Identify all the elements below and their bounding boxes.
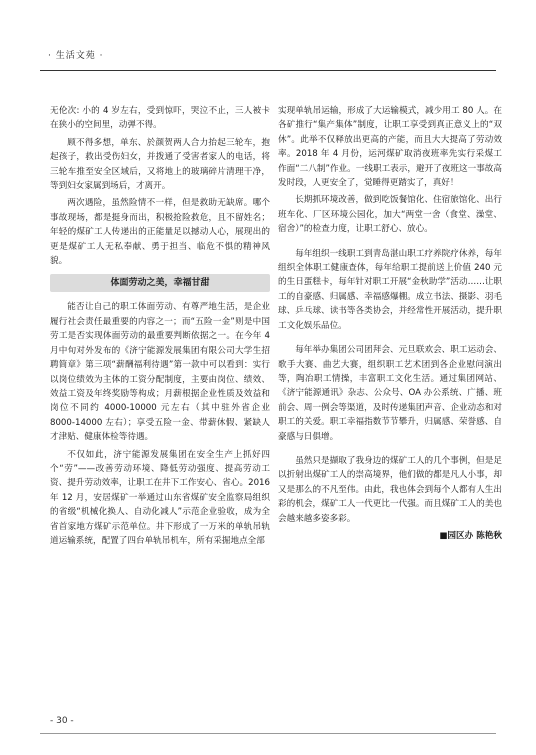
paragraph: 长期抓环境改善，做到吃饭餐馆化、住宿旅馆化、出行班车化、厂区环境公园化，加大“两堂一舍（食堂、澡堂、宿舍）”的检查力度，让职工舒心、放心。 <box>278 195 502 235</box>
header-divider <box>40 70 496 71</box>
paragraph: 能否让自己的职工体面劳动、有尊严地生活，是企业履行社会责任最重要的内容之一；而“五险一金”则是中国劳工是否实现体面劳动的最重要判断依据之一。在今年 4 月中旬对外发布的《济宁能源发展集团有限公司大学生招聘简章》第三项“薪酬福利待遇”第一款中可以看到：实行以岗位绩效为主体的工资分配制度，主要由岗位、绩效、效益工资及年终奖励等构成；月薪根据企业性质及效益和岗位不同约 4000-10000 元左右（其中驻外省企业 8000-14000 左右）；享受五险一金、带薪休假、紧缺人才津贴、健康体检等待遇。 <box>50 302 270 443</box>
paragraph: 顾不得多想，单东、於颜贺两人合力抬起三轮车，抱起孩子，救出受伤妇女，并拨通了受害者家人的电话，将三轮车推至安全区域后，又将地上的玻璃碎片清理干净，等到妇女家属到场后，才离开。 <box>50 137 270 192</box>
paragraph: 虽然只是撷取了我身边的煤矿工人的几个事例，但是足以折射出煤矿工人的崇高境界，他们做的都是凡人小事，却又是那么的不凡至伟。由此，我也体会到每个人都有人生出彩的机会，煤矿工人一代更比一代强。而且煤矿工人的美也会越来越多姿多彩。 <box>278 455 502 524</box>
page-number: - 30 - <box>50 716 74 726</box>
paragraph: 不仅如此，济宁能源发展集团在安全生产上抓好四个“劳”——改善劳动环境、降低劳动强度、提高劳动工资、提升劳动效率，让职工在井下工作安心、省心。2016 年 12 月，安居煤矿一举通过山东省煤矿安全监察局组织的省级“机械化换人、自动化减人”示范企业验收，成为全省首家地方煤矿示范单位。井下形成了一万米的单轨吊轨道运输系统，配置了四台单轨吊机车，所有采掘地点全部 <box>50 449 270 546</box>
paragraph: 每年举办集团公司团拜会、元旦联欢会、职工运动会、歌手大赛、曲艺大赛，组织职工艺术团到各企业慰问演出等，陶冶职工情操，丰富职工文化生活。通过集团网站、《济宁能源通讯》杂志、公众号、OA 办公系统、广播、班前会、周一例会等渠道，及时传递集团声音、企业动态和对职工的关爱。职工幸福指数节节攀升，归属感、荣誉感、自豪感与日俱增。 <box>278 345 502 442</box>
paragraph: 两次遇险，虽然险情不一样，但是救助无缺席。哪个事故现场，都是挺身而出，积极抢险救危，且不留姓名；年轻的煤矿工人传递出的正能量足以撼动人心，展现出的更是煤矿工人无私奉献、勇于担当、临危不惧的精神风貌。 <box>50 198 270 267</box>
author-signature: ■园区办 陈艳秋 <box>439 530 502 541</box>
paragraph: 实现单轨吊运输，形成了大运输模式，减少用工 80 人。在各矿推行“集产集体”制度，让职工享受到真正意义上的“双休”。此举不仅释放出更高的产能，而且大大提高了劳动效率。2018 年 4 月份，运河煤矿取消夜班率先实行采煤工作面“二八制”作业。一线职工表示，避开了夜班这一事故高发时段，人更安全了，觉睡得更踏实了，真好！ <box>278 106 502 189</box>
right-column <box>278 104 502 543</box>
section-header: · 生活文苑 · <box>48 51 104 61</box>
footer-divider <box>40 733 496 734</box>
paragraph: 每年组织一线职工到青岛湛山职工疗养院疗休养，每年组织全体职工健康查体，每年给职工提前送上价值 240 元的生日蛋糕卡，每年针对职工开展“金秋助学”活动……让职工的自豪感、归属感、幸福感爆棚。成立书法、摄影、羽毛球、乒乓球、读书等各类协会，并经常性开展活动，提升职工文化娱乐品位。 <box>278 248 502 331</box>
left-column <box>50 104 270 551</box>
paragraph: 无伦次: 小的 4 岁左右，受到惊吓，哭泣不止，三人被卡在狭小的空间里，动弹不得。 <box>50 106 270 131</box>
section-title: 体面劳动之美，幸福甘甜 <box>50 274 270 292</box>
